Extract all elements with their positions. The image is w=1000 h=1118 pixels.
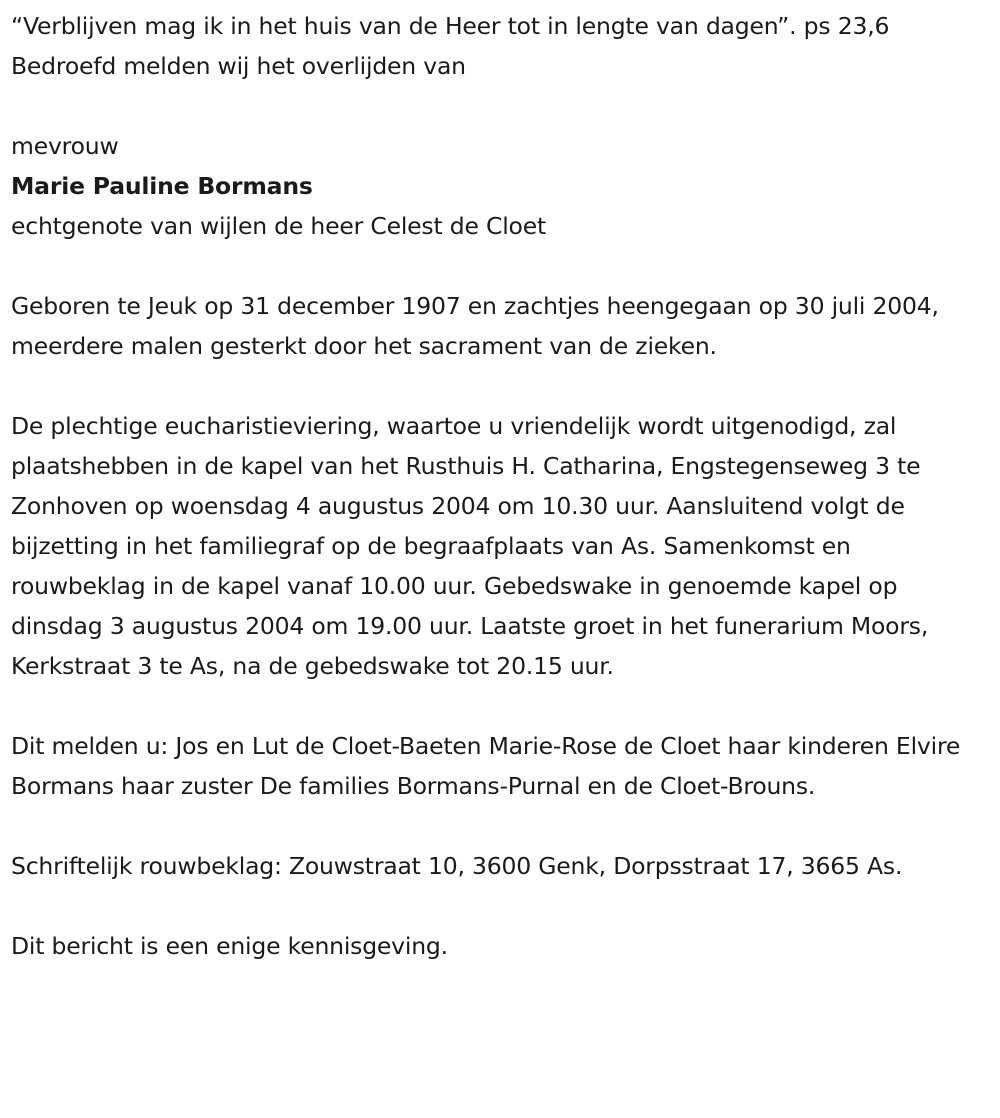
birth-death-paragraph: Geboren te Jeuk op 31 december 1907 en zachtjes heengegaan op 30 juli 2004, meerdere malen gesterkt door het sacrament van de zieken. <box>11 292 939 360</box>
salutation: mevrouw <box>11 132 119 160</box>
intro-quote: “Verblijven mag ik in het huis van de Heer tot in lengte van dagen”. ps 23,6 Bedroefd melden wij het overlijden van <box>11 12 890 80</box>
ceremony-paragraph: De plechtige eucharistieviering, waartoe u vriendelijk wordt uitgenodigd, zal plaatshebben in de kapel van het Rusthuis H. Catharina, Engstegenseweg 3 te Zonhoven op woensdag 4 augustus 2004 om 10.30 uur. Aansluitend volgt de bijzetting in het familiegraf op de begraafplaats van As. Samenkomst en rouwbeklag in de kapel vanaf 10.00 uur. Gebedswake in genoemde kapel op dinsdag 3 augustus 2004 om 19.00 uur. Laatste groet in het funerarium Moors, Kerkstraat 3 te As, na de gebedswake tot 20.15 uur. <box>11 412 929 680</box>
deceased-name: Marie Pauline Bormans <box>11 172 313 200</box>
spacer <box>11 246 991 286</box>
obituary-notice <box>11 6 991 966</box>
closing-line: Dit bericht is een enige kennisgeving. <box>11 932 448 960</box>
spacer <box>11 886 991 926</box>
spacer <box>11 366 991 406</box>
spacer <box>11 806 991 846</box>
condolences-paragraph: Schriftelijk rouwbeklag: Zouwstraat 10, 3600 Genk, Dorpsstraat 17, 3665 As. <box>11 852 903 880</box>
spacer <box>11 686 991 726</box>
spacer <box>11 86 991 126</box>
announcers-paragraph: Dit melden u: Jos en Lut de Cloet-Baeten Marie-Rose de Cloet haar kinderen Elvire Bormans haar zuster De families Bormans-Purnal en de Cloet-Brouns. <box>11 732 961 800</box>
spouse-line: echtgenote van wijlen de heer Celest de Cloet <box>11 212 546 240</box>
